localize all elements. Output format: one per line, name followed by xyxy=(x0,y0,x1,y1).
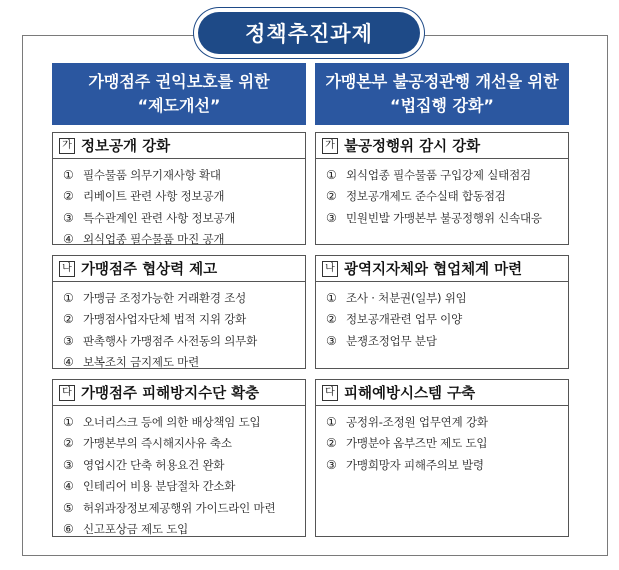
item-number: ① xyxy=(326,414,337,429)
item-text: 리베이트 관련 사항 정보공개 xyxy=(83,189,225,204)
list-item xyxy=(63,207,299,229)
section-bargaining-power xyxy=(52,255,306,369)
item-text: 조사 · 처분권(일부) 위임 xyxy=(346,290,467,305)
section-title xyxy=(316,380,568,406)
page-title: 정책추진과제 xyxy=(198,12,420,54)
list-item xyxy=(63,330,299,352)
section-info-disclosure xyxy=(52,132,306,245)
section-title-text: 가맹점주 피해방지수단 확충 xyxy=(81,386,260,402)
section-list xyxy=(316,159,568,229)
item-number: ③ xyxy=(63,457,74,472)
item-number: ② xyxy=(63,189,74,204)
list-item xyxy=(63,229,299,251)
item-number: ① xyxy=(63,414,74,429)
item-text: 허위과장정보제공행위 가이드라인 마련 xyxy=(83,500,276,515)
item-number: ③ xyxy=(63,210,74,225)
section-title xyxy=(316,133,568,159)
item-number: ③ xyxy=(326,333,337,348)
item-text: 분쟁조정업무 분담 xyxy=(346,333,437,348)
list-item xyxy=(326,330,562,352)
section-list xyxy=(53,406,305,540)
section-title-text: 불공정행위 감시 강화 xyxy=(344,139,481,155)
item-text: 민원빈발 가맹본부 불공정행위 신속대응 xyxy=(346,210,542,225)
item-number: ② xyxy=(326,312,337,327)
list-item xyxy=(63,411,299,433)
column-header-right xyxy=(315,63,569,125)
item-text: 공정위-조정원 업무연계 강화 xyxy=(346,414,488,429)
item-text: 가맹점사업자단체 법적 지위 강화 xyxy=(83,312,247,327)
item-text: 외식업종 필수물품 구입강제 실태점검 xyxy=(346,167,531,182)
column-header-right-line1: 가맹본부 불공정관행 개선을 위한 xyxy=(325,72,559,91)
item-number: ② xyxy=(326,189,337,204)
item-number: ③ xyxy=(326,210,337,225)
section-mark: 가 xyxy=(322,138,338,154)
item-text: 가맹금 조정가능한 거래환경 조성 xyxy=(83,290,247,305)
section-title xyxy=(53,256,305,282)
item-number: ① xyxy=(63,167,74,182)
column-header-left-line1: 가맹점주 권익보호를 위한 xyxy=(88,72,270,91)
item-number: ② xyxy=(326,436,337,451)
section-list xyxy=(53,159,305,250)
list-item xyxy=(326,309,562,331)
item-number: ⑤ xyxy=(63,500,74,515)
section-list xyxy=(53,282,305,373)
item-text: 신고포상금 제도 도입 xyxy=(83,522,189,537)
item-text: 가맹본부의 즉시해지사유 축소 xyxy=(83,436,232,451)
item-number: ① xyxy=(326,167,337,182)
item-text: 인테리어 비용 분담절차 간소화 xyxy=(83,479,236,494)
item-text: 외식업종 필수물품 마진 공개 xyxy=(83,232,225,247)
section-mark: 가 xyxy=(59,138,75,154)
item-number: ④ xyxy=(63,355,74,370)
list-item xyxy=(326,164,562,186)
section-mark: 다 xyxy=(59,385,75,401)
section-mark: 나 xyxy=(322,261,338,277)
section-list xyxy=(316,406,568,476)
section-damage-prevention-measures xyxy=(52,379,306,537)
item-number: ① xyxy=(63,290,74,305)
section-title xyxy=(316,256,568,282)
list-item xyxy=(63,186,299,208)
list-item xyxy=(63,519,299,541)
item-number: ④ xyxy=(63,232,74,247)
section-title xyxy=(53,133,305,159)
item-number: ② xyxy=(63,312,74,327)
section-list xyxy=(316,282,568,352)
item-text: 판촉행사 가맹점주 사전동의 의무화 xyxy=(83,333,257,348)
item-number: ② xyxy=(63,436,74,451)
section-regional-cooperation xyxy=(315,255,569,369)
list-item xyxy=(63,497,299,519)
section-mark: 다 xyxy=(322,385,338,401)
item-number: ③ xyxy=(63,333,74,348)
section-unfair-practice-monitoring xyxy=(315,132,569,245)
section-mark: 나 xyxy=(59,261,75,277)
column-header-right-line2: “법집행 강화” xyxy=(390,96,494,115)
list-item xyxy=(63,433,299,455)
list-item xyxy=(326,207,562,229)
section-title-text: 정보공개 강화 xyxy=(81,139,171,155)
list-item xyxy=(63,287,299,309)
section-title-text: 광역지자체와 협업체계 마련 xyxy=(344,262,523,278)
list-item xyxy=(326,186,562,208)
item-number: ① xyxy=(326,290,337,305)
item-text: 정보공개관련 업무 이양 xyxy=(346,312,462,327)
list-item xyxy=(63,476,299,498)
item-text: 가맹희망자 피해주의보 발령 xyxy=(346,457,484,472)
item-text: 정보공개제도 준수실태 합동점검 xyxy=(346,189,506,204)
list-item xyxy=(63,352,299,374)
item-number: ③ xyxy=(326,457,337,472)
section-title xyxy=(53,380,305,406)
section-title-text: 피해예방시스템 구축 xyxy=(344,386,476,402)
list-item xyxy=(326,433,562,455)
item-text: 오너리스크 등에 의한 배상책임 도입 xyxy=(83,414,261,429)
section-damage-prevention-system xyxy=(315,379,569,537)
item-number: ⑥ xyxy=(63,522,74,537)
list-item xyxy=(326,454,562,476)
list-item xyxy=(326,411,562,433)
item-text: 가맹분야 옴부즈만 제도 도입 xyxy=(346,436,488,451)
item-text: 필수물품 의무기재사항 확대 xyxy=(83,167,221,182)
column-header-left xyxy=(52,63,306,125)
list-item xyxy=(63,454,299,476)
list-item xyxy=(63,309,299,331)
list-item xyxy=(63,164,299,186)
column-header-left-line2: “제도개선” xyxy=(137,96,221,115)
item-number: ④ xyxy=(63,479,74,494)
item-text: 영업시간 단축 허용요건 완화 xyxy=(83,457,225,472)
item-text: 특수관계인 관련 사항 정보공개 xyxy=(83,210,236,225)
list-item xyxy=(326,287,562,309)
item-text: 보복조치 금지제도 마련 xyxy=(83,355,199,370)
section-title-text: 가맹점주 협상력 제고 xyxy=(81,262,218,278)
